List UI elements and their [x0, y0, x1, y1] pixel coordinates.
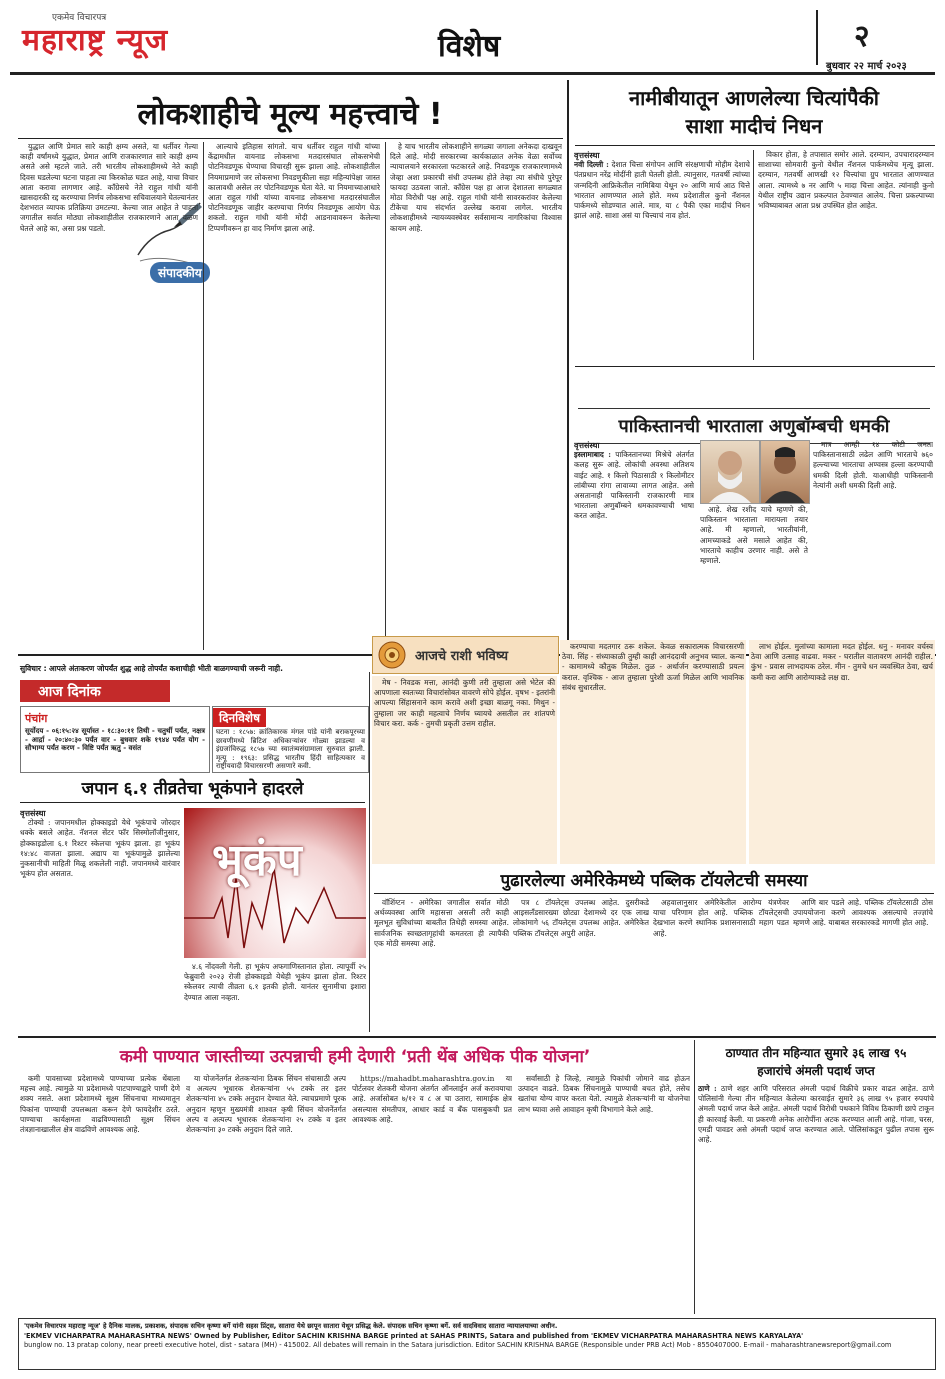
dinvishesh-box	[212, 706, 369, 773]
masthead-tagline: एकमेव विचारपत्र	[52, 13, 107, 23]
thane-place: ठाणे :	[698, 1084, 717, 1093]
cheetah-title-1: नामीबीयातून आणलेल्या चित्यांपैकी	[629, 86, 879, 110]
pakistan-place: इस्लामाबाद :	[574, 450, 611, 460]
thane-text: ठाणे शहर आणि परिसरात अंमली पदार्थ विक्रीचे प्रकार वाढत आहेत. ठाणे पोलिसांनी गेल्या तीन महिन्यात केलेल्या कारवाईत सुमारे ३६ लाख ९५ हजार रुपयांचे अंमली पदार्थ जप्त केले आहेत. अंमली पदार्थ विरोधी पथकाने विविध ठिकाणी छापे टाकून ही कारवाई केली. या प्रकरणी अनेक आरोपींना अटक करण्यात आली आहे. गांजा, चरस, एमडी पावडर असे अंमली पदार्थ जप्त करण्यात आले. पोलिसांकडून पुढील तपास सुरू आहे.	[698, 1084, 934, 1145]
panchang-box	[20, 706, 210, 773]
lower-rule	[18, 1036, 936, 1038]
toilet-text-4: आणि बार पडले आहे. पब्लिक टॉयलेटसाठी ठोस उपाययोजना करणे आवश्यक असल्याचे तज्ज्ञांचे म्हणणे आहे. याबाबत सरकारकडे मागणी होत आहे.	[793, 898, 933, 928]
horoscope-text-3: लाभ होईल. मुलांच्या कामाला मदत होईल. धनु - मनावर वर्चस्व ठेवा आणि उत्साह वाढवा. मकर - घरातील वातावरण आनंदी राहील. कुंभ - प्रवास लाभदायक ठरेल. मीन - तुमचे धन व्यवस्थित ठेवा, खर्च कमी करा आणि आरोग्याकडे लक्ष द्या.	[751, 642, 933, 682]
horoscope-column-1	[372, 676, 557, 864]
zodiac-wheel-icon	[377, 640, 407, 670]
japan-divider	[369, 672, 370, 1032]
yojana-title: कमी पाण्यात जास्तीच्या उत्पन्नाची हमी देणारी ‘प्रती थेंब अधिक पीक योजना’	[119, 1047, 591, 1067]
pakistan-column-3	[813, 440, 933, 650]
yojana-column-3	[352, 1074, 512, 1312]
toilet-title: पुढारलेल्या अमेरिकेमध्ये पब्लिक टॉयलेटची समस्या	[500, 871, 808, 891]
toilet-column-4	[793, 898, 933, 1032]
yojana-divider	[694, 1040, 695, 1314]
pakistan-photo-rashid	[760, 440, 810, 504]
dinvishesh-text: घटना : १८५७: क्रांतिकारक मंगल पांडे यांनी बराकपूरच्या छावणीमध्ये ब्रिटिश अधिकाऱ्यांवर गोळ्या झाडल्या व इंग्रजांविरुद्ध १८५७ च्या स्वातंत्र्यसंग्रामाला सुरुवात झाली. मृत्यू : १९६३: प्रसिद्ध भारतीय हिंदी साहित्यकार व राष्ट्रीयवादी विचारसरणी असणारे कवी.	[216, 728, 365, 771]
editorial-badge: संपादकीय	[150, 262, 210, 283]
toilet-column-2	[513, 898, 649, 1032]
japan-rule	[20, 802, 365, 803]
panchang-text: सूर्योदय - ०६:१५:२४ सूर्यास्त - १८:३०:११ तिथी - चतुर्थी पर्यंत, नक्षत्र - आर्द्रा - २०:४०:३० पर्यंत वार - बुधवार शके १९४४ पर्यंत योग - सौभाग्य पर्यंत करण - विष्टि पर्यंत ऋतु - वसंत	[25, 726, 205, 753]
pakistan-title: पाकिस्तानची भारताला अणुबॉम्बची धमकी	[578, 408, 930, 444]
cheetah-column-2	[758, 150, 934, 360]
cheetah-text-1: देशात चित्ता संगोपन आणि संरक्षणाची मोहीम देशाचे पंतप्रधान नरेंद्र मोदींनी हाती घेतली होती. त्यानुसार, गतवर्षी त्यांच्या जन्मदिनी आफ्रिकेतील नामिबिया येथून २० आणि मार्च आठ चित्ते भारतात आणण्यात आले होते. मध्य प्रदेशातील कुनो नॅशनल पार्कमध्ये सोडण्यात आले. मात्र, या ८ पैकी एका मादीचं निधन झालं आहे. साशा असं या चित्त्याचं नाव होतं.	[574, 160, 750, 221]
editorial-rule	[18, 138, 563, 139]
yojana-column-4	[518, 1074, 690, 1312]
yojana-column-1	[20, 1074, 180, 1312]
section-title: विशेष	[438, 29, 501, 64]
toilet-column-1	[374, 898, 509, 1032]
thane-title-1: ठाण्यात तीन महिन्यात सुमारे ३६ लाख ९५	[725, 1046, 907, 1060]
today-banner	[20, 680, 170, 702]
toilet-text-1: वॉशिंग्टन - अमेरिका जगातील सर्वात मोठी अर्थव्यवस्था आणि महासत्ता असली तरी काही मूलभूत सुविधांच्या बाबतीत तिथेही समस्या आहेत. सार्वजनिक स्वच्छतागृहांची कमतरता ही त्यापैकी एक मोठी समस्या आहे.	[374, 898, 509, 948]
editorial-column-2	[208, 142, 380, 650]
editorial-column-3	[390, 142, 562, 650]
yojana-text-4: सर्वांसाठी हे जिल्हे, त्यामुळे पिकांची जोमाने वाढ होऊन उत्पादन वाढते. ठिबक सिंचनामुळे पाण्याची बचत होते, तसेच खतांचा योग्य वापर करता येतो. त्यामुळे शेतकऱ्यांनी या योजनेचा लाभ घ्यावा असे आवाहन कृषी विभागाने केले आहे.	[518, 1074, 690, 1114]
horoscope-column-3	[749, 640, 935, 864]
cheetah-place: नवी दिल्ली :	[574, 160, 609, 170]
yojana-column-2	[186, 1074, 346, 1312]
issue-date: बुधवार २२ मार्च २०२३	[826, 61, 907, 72]
cheetah-dateline: वृत्तसंस्था	[574, 150, 600, 160]
page-number: २	[854, 19, 870, 54]
japan-title: जपान ६.१ तीव्रतेचा भूकंपाने हादरले	[81, 779, 304, 799]
horoscope-text-2: करण्याचा मदतगार ठरू शकेल. केवळ सकारात्मक विचारसरणी ठेवा. सिंह - संध्याकाळी तुम्ही काही आनंददायी अनुभव घ्याल. कन्या - कामामध्ये कौतुक मिळेल. तुळ - अर्थार्जन करण्यासाठी प्रयत्न कराल. वृश्चिक - आज तुम्हाला पुरेशी ऊर्जा मिळेल आणि भावनिक संबंध सुधारतील.	[562, 642, 744, 692]
editorial-text-1: युद्धात आणि प्रेमात सारे काही क्षम्य असते, या धर्तीवर गेल्या काही वर्षांमध्ये युद्धात, प्रेमात आणि राजकारणात सारे काही क्षम्य असते असे म्हटले जाते. तरी भारतीय लोकशाहीमध्ये नेते काही दिवस घडलेल्या घटना पाहता त्या किरकोळ घडत आहे, याचा विचार आता करावा लागणार आहे. काँग्रेसचे नेते राहुल गांधी यांनी खासदारकी रद्द करण्याचा निर्णय लोकसभा सचिवालयाने घेतल्यानंतर देशभरात व्यापक प्रतिक्रिया उमटल्या. केल्या जात आहेत ते पाहता जगातील सर्वात मोठ्या लोकशाहीतील राजकारणाने आता वळण घेतले आहे का, असा प्रश्न पडतो.	[20, 142, 198, 233]
cheetah-rule	[575, 145, 935, 146]
horoscope-header	[372, 636, 559, 674]
editorial-text-2: आल्याचे इतिहास सांगतो. याच धर्तीवर राहुल गांधी यांच्या केंद्रामधील वायनाड लोकसभा मतदारसंघात लोकसभेची पोटनिवडणूक घेण्याचा विचारही सुरू झाला आहे. लोकशाहीतील नियमाप्रमाणे जर लोकसभा निवडणुकीला सहा महिन्यांपेक्षा जास्त कालावधी असेल तर पोटनिवडणूक घेता येते. या नियमाच्याआधारे आता राहुल गांधी यांच्या वायनाड लोकसभा मतदारसंघातील पोटनिवडणूक जाहीर करण्याचा निर्णय निवडणूक आयोग घेऊ शकतो. राहुल गांधी यांनी मोदी आडनावावरून केलेल्या टिप्पणीवरून हा वाद निर्माण झाला आहे.	[208, 142, 380, 233]
earthquake-graphic	[184, 808, 366, 958]
page-vertical-divider	[567, 80, 569, 650]
pakistan-dateline: वृत्तसंस्था	[574, 440, 600, 450]
footer	[18, 1318, 936, 1370]
japan-dateline: वृत्तसंस्था	[20, 808, 46, 818]
masthead-divider	[816, 10, 818, 65]
editorial-text-3: हे याच भारतीय लोकशाहीने सगळ्या जगाला अनेकदा दाखवून दिले आहे. मोदी सरकारच्या कार्यकाळात अनेक वेळा सर्वोच्च न्यायालयाने सरकारला फटकारले आहे. निवडणूक राजकारणामध्ये जेव्हा अशा प्रकारची संधी उपलब्ध होते तेव्हा त्या संधीचे पुरेपूर फायदा उठवला जातो. काँग्रेस पक्ष हा आज देशातला सगळ्यात मोठा विरोधी पक्ष आहे. राहुल गांधी यांनी सावरकरांवर केलेल्या टीकेचा याच संदर्भात उल्लेख करावा लागेल. भारतीय लोकशाहीमध्ये न्यायव्यवस्थेवर सर्वसामान्य नागरिकांचा विश्वास कायम आहे.	[390, 142, 562, 233]
person-icon	[701, 441, 759, 503]
cheetah-col-divider	[753, 150, 754, 360]
japan-column-1	[20, 808, 180, 1030]
horoscope-title: आजचे राशी भविष्य	[415, 649, 509, 664]
pakistan-column-1	[574, 440, 694, 650]
toilet-text-3: अहवालानुसार अमेरिकेतील आरोग्य यंत्रणेवर याचा परिणाम होत आहे. पब्लिक टॉयलेट्सची देखभाल करणे स्थानिक प्रशासनासाठी महाग पडत आहे.	[653, 898, 789, 938]
editorial-col-divider-1	[203, 142, 204, 650]
masthead-rule	[10, 72, 935, 75]
yojana-text-3: https://mahadbt.maharashtra.gov.in या पोर्टलवर शेतकरी योजना अंतर्गत ऑनलाईन अर्ज करावयाचा आहे. अर्जासोबत ७/१२ व ८ अ चा उतारा, सामाईक क्षेत्र असल्यास संमतीपत्र, आधार कार्ड व बँक पासबुकची प्रत आवश्यक आहे.	[352, 1074, 512, 1124]
newspaper-name: महाराष्ट्र न्यूज	[22, 23, 169, 58]
panchang-label: पंचांग	[25, 712, 48, 725]
masthead	[0, 0, 945, 72]
earthquake-graphic-text: भूकंप	[212, 835, 302, 886]
toilet-rule	[374, 893, 934, 894]
cheetah-column-1	[574, 150, 750, 360]
toilet-column-3	[653, 898, 789, 1032]
person-icon	[761, 441, 809, 503]
suvichar-text: आपले अंतःकरण जोपर्यंत शुद्ध आहे तोपर्यंत कशाचीही भीती बाळगण्याची जरूरी नाही.	[48, 664, 283, 673]
editorial-col-divider-2	[385, 142, 386, 650]
toilet-text-2: पत्र ८ टॉयलेट्स उपलब्ध आहेत. दुसरीकडे आइसलँडसारख्या छोट्या देशामध्ये दर एक लाख लोकांमागे ५६ टॉयलेट्स उपलब्ध आहेत. अमेरिकेत पब्लिक टॉयलेट्स अपुरी आहेत.	[513, 898, 649, 938]
japan-text-2: ४.६ नोंदवली गेली. हा भूकंप अफगाणिस्तानात होता. त्यापूर्वी २५ फेब्रुवारी २०२३ रोजी होक्काइडो येथेही भूकंप झाला होता. रिश्टर स्केलवर त्याची तीव्रता ६.१ इतकी होती. यानंतर सुनामीचा इशारा देण्यात आला नव्हता.	[184, 962, 366, 1002]
cheetah-title-2: साशा मादीचं निधन	[685, 114, 823, 138]
footer-address: bunglow no. 13 pratap colony, near preeti executive hotel, dist - satara (MH) - 415002. All debates will remain in the Satara jurisdiction. Editor SACHIN KRISHNA BARGE (Responsible under PRB Act) Mob - 8550407000. E-mail - maharashtranewsreport@gmail.com	[24, 1341, 892, 1350]
cheetah-bottom-rule	[575, 366, 935, 367]
pakistan-photo-modi	[700, 440, 760, 504]
pakistan-column-2	[700, 505, 808, 650]
pakistan-text-2: आहे. शेख रशीद याचे म्हणणे की, पाकिस्तान भारताला मारायला तयार आहे. मी म्हणालो, भारतीयांनी, आमच्याकडे असे मसाले आहेत की, भारताचे काहीच उरणार नाही. असे ते म्हणाले.	[700, 505, 808, 566]
editorial-title: लोकशाहीचे मूल्य महत्त्वाचे !	[137, 97, 443, 132]
japan-text-1: टोक्यो : जपानमधील होक्काइडो येथे भूकंपाचे जोरदार धक्के बसले आहेत. नॅशनल सेंटर फॉर सिस्मोलॉजीनुसार, होक्काइडोला ६.१ रिश्टर स्केलचा भूकंप झाला. हा भूकंप १४:४८ वाजता झाला. अद्याप या भूकंपामुळे झालेल्या नुकसानीची माहिती मिळू शकलेली नाही. जपानमध्ये वारंवार भूकंप होत असतात.	[20, 818, 180, 879]
dinvishesh-title: दिनविशेष	[213, 708, 266, 727]
horoscope-column-2	[560, 640, 746, 864]
japan-column-2	[184, 962, 366, 1030]
footer-english: 'EKMEV VICHARPATRA MAHARASHTRA NEWS' Owned by Publisher, Editor SACHIN KRISHNA BARGE printed at SAHAS PRINTS, Satara and published from 'EKMEV VICHARPATRA MAHARASHTRA NEWS KARYALAYA'	[24, 1331, 804, 1340]
pakistan-text-3: मात्र आम्ही १४ कोटी जनता पाकिस्तानासाठी लढेल आणि भारताचे ७६० हल्ल्याच्या भारताचा अण्वस्त्र हल्ला करण्याची धमकी दिली होती. याआधीही पाकिस्तानी नेत्यांनी अशी धमकी दिली आहे.	[813, 440, 933, 490]
thane-column	[698, 1084, 934, 1312]
pakistan-text-1: पाकिस्तानच्या मिश्रेचे अंतर्गत कलह सुरू आहे. लोकांची अवस्था अतिशय वाईट आहे. १ किलो पिठासाठी १ किलोमीटर लांबीच्या रांगा लावाव्या लागत आहेत. असे असतानाही पाकिस्तानी राजकारणी मात्र भारताला अणुबॉम्बने धमकावण्याची भाषा करत आहेत.	[574, 450, 694, 521]
editorial-column-1	[20, 142, 198, 650]
thane-title-2: हजारांचे अंमली पदार्थ जप्त	[757, 1064, 875, 1078]
horoscope-text-1: मेष - निवडक मत्ता, आनंदी कुणी तरी तुम्हाला असे भेटेल की आपणाला स्वतःच्या विचारांसोबत वावरणे सोपे होईल. वृषभ - इतरांनी आपल्या सिंहासनाने काम करावे अशी इच्छा बाळगू नका. मिथुन - तुम्हाला जर काही महत्वाचे निर्णय घ्यायचे असतील तर शांतपणे विचार करा. कर्क - तुमची प्रकृती उत्तम राहील.	[374, 678, 555, 728]
yojana-text-1: कमी पावसाच्या प्रदेशामध्ये पाण्याच्या प्रत्येक थेंबाला महत्त्व आहे. त्यामुळे या प्रदेशामध्ये पाटपाण्याद्वारे पाणी देणे शक्य नसते. अशा प्रदेशामध्ये सूक्ष्म सिंचनाचा माध्यमातून पिकांना पाण्याची उपलब्धता करून देणे फायदेशीर ठरते. पाण्याचा कार्यक्षमता वाढविण्यासाठी सूक्ष्म सिंचन तंत्रज्ञानाखालील क्षेत्र वाढविणे आवश्यक आहे.	[20, 1074, 180, 1135]
yojana-text-2: या योजनेंतर्गत शेतकऱ्यांना ठिबक सिंचन संचासाठी अल्प व अत्यल्प भूधारक शेतकऱ्यांना ५५ टक्के तर इतर शेतकऱ्यांना ४५ टक्के अनुदान देण्यात येते. त्याचप्रमाणे पूरक अनुदान म्हणून मुख्यमंत्री शाश्वत कृषी सिंचन योजनेंतर्गत अल्प व अत्यल्प भूधारक शेतकऱ्यांना २५ टक्के व इतर शेतकऱ्यांना ३० टक्के अनुदान दिले जाते.	[186, 1074, 346, 1135]
today-title: आज दिनांक	[38, 684, 101, 700]
cheetah-text-2: विकार होता, हे तपासात समोर आले. दरम्यान, उपचारादरम्यान साशाच्या सोमवारी कुनो येथील नॅशनल पार्कमध्येच मृत्यू झाला. दरम्यान, गतवर्षी आणखी १२ चित्त्यांचा ग्रुप भारतात आणण्यात आला. त्यामध्ये ७ नर आणि ५ मादा चित्ता आहेत. त्यांनाही कुनो येथील राष्ट्रीय उद्यान प्रकल्पात ठेवण्यात आलेय. चित्ता प्रकल्पाच्या भविष्याबाबत आता प्रश्न उपस्थित होत आहेत.	[758, 150, 934, 211]
footer-marathi: 'एकमेव विचारपत्र महाराष्ट्र न्यूज' हे दैनिक मालक, प्रकाशक, संपादक सचिन कृष्णा बर्गे यांनी सहस प्रिंट्स, सातारा येथे छापून सातारा येथून प्रसिद्ध केले. संपादक सचिन कृष्णा बर्गे. सर्व वादविवाद सातारा न्यायालयाच्या अधीन.	[24, 1322, 558, 1330]
suvichar-label: सुविचार :	[20, 664, 47, 673]
